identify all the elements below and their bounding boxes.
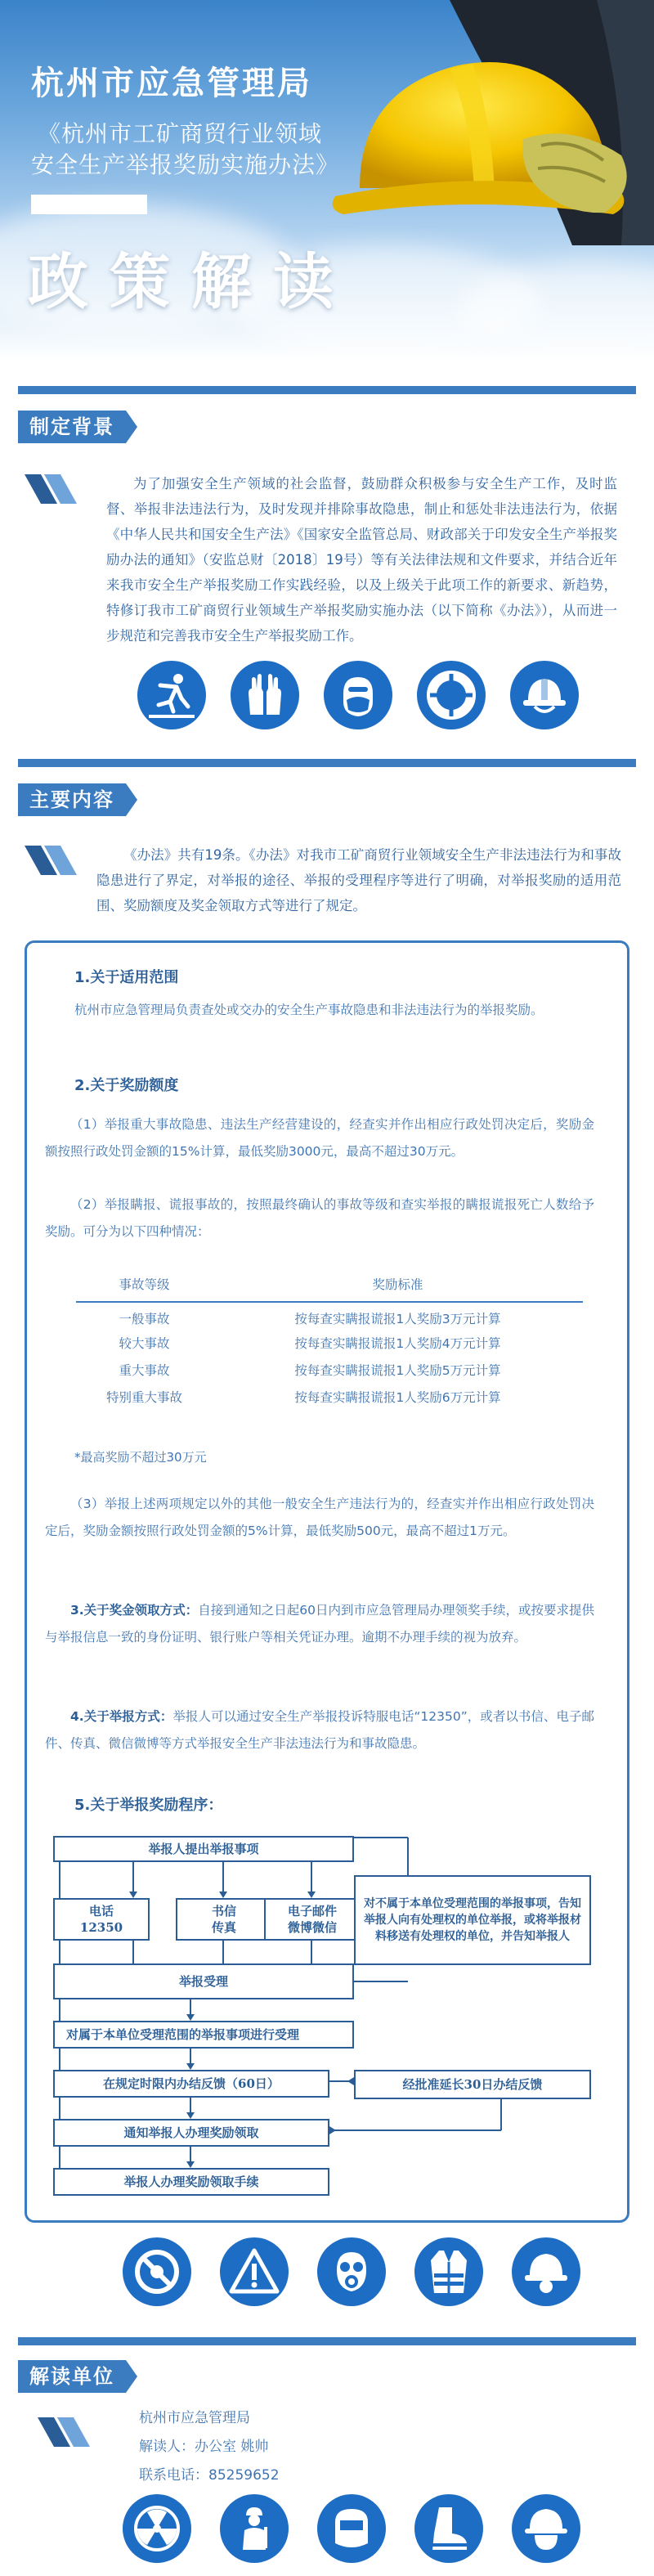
report-method-text: 举报人可以通过安全生产举报投诉特服电话“12350”，或者以书信、电子邮件、传真、微信微博等方式举报安全生产非法违法行为和事故隐患。	[45, 1709, 594, 1751]
gas-mask-icon	[317, 2237, 386, 2306]
flow-channel-email: 电子邮件 微博微信	[264, 1898, 361, 1941]
main-content-box	[25, 940, 629, 2223]
section-divider	[18, 2337, 636, 2345]
face-mask-icon	[324, 661, 392, 729]
flow-step-extend: 经批准延长30日办结反馈	[354, 2070, 591, 2099]
table-cell: 一般事故	[119, 1312, 170, 1326]
safety-boot-icon	[414, 2494, 483, 2563]
table-cell: 按每查实瞒报谎报1人奖励4万元计算	[294, 1335, 501, 1351]
max-reward-note: *最高奖励不超过30万元	[74, 1450, 207, 1465]
section-divider	[18, 386, 636, 394]
unit-interpreter: 解读人：办公室 姚帅	[139, 2439, 269, 2455]
report-method-heading: 4.关于举报方式：	[70, 1709, 173, 1724]
warning-icon	[220, 2237, 289, 2306]
flow-channel-phone: 电话 12350	[53, 1898, 150, 1941]
table-cell: 特别重大事故	[106, 1389, 183, 1405]
slip-hazard-icon	[137, 661, 206, 729]
scope-heading: 1.关于适用范围	[74, 969, 179, 986]
table-cell: 重大事故	[119, 1362, 170, 1378]
hard-hat-icon	[512, 2237, 580, 2306]
procedure-heading: 5.关于举报奖励程序：	[74, 1797, 223, 1814]
flow-side-note: 对不属于本单位受理范围的举报事项，告知举报人向有处理权的单位举报，或将举报材料移送有处理权的单位，并告知举报人	[354, 1875, 591, 1965]
section-title-main-content: 主要内容	[18, 783, 126, 816]
claim-method-text: 自接到通知之日起60日内到市应急管理局办理领奖手续，或按要求提供与举报信息一致的身份证明、银行账户等相关凭证办理。逾期不办理手续的视为放弃。	[45, 1603, 594, 1645]
organization-title: 杭州市应急管理局	[31, 64, 312, 102]
reward-rule-2: （2）举报瞒报、谎报事故的，按照最终确认的事故等级和查实举报的瞒报谎报死亡人数给予奖励。可分为以下四种情况：	[45, 1197, 594, 1239]
header-banner	[0, 0, 654, 360]
table-cell: 按每查实瞒报谎报1人奖励5万元计算	[294, 1362, 501, 1378]
worker-icon	[220, 2494, 289, 2563]
main-intro-paragraph: 《办法》共有19条。《办法》对我市工矿商贸行业领域安全生产非法违法行为和事故隐患进行了界定，对举报的途径、举报的受理程序等进行了明确，对举报奖励的适用范围、奖励额度及奖金领取方式等进行了规定。	[96, 847, 621, 913]
life-buoy-icon	[417, 661, 486, 729]
document-title-line-2: 安全生产举报奖励实施办法》	[31, 151, 340, 178]
section-title-interpreting-unit: 解读单位	[18, 2360, 126, 2393]
scope-text: 杭州市应急管理局负责查处或交办的安全生产事故隐患和非法违法行为的举报奖励。	[74, 1003, 544, 1017]
flow-channel-letter: 书信 传真	[176, 1898, 272, 1941]
section-divider	[18, 759, 636, 767]
unit-organization: 杭州市应急管理局	[139, 2410, 250, 2426]
flow-step-accept: 举报受理	[53, 1963, 354, 1999]
table-cell: 按每查实瞒报谎报1人奖励3万元计算	[294, 1312, 501, 1326]
column-header-standard: 奖励标准	[213, 1266, 583, 1302]
column-header-level: 事故等级	[76, 1266, 213, 1302]
helmet-worker-icon	[512, 2494, 580, 2563]
claim-method-heading: 3.关于奖金领取方式：	[70, 1603, 199, 1618]
flow-step-notify: 通知举报人办理奖励领取	[53, 2119, 329, 2147]
flow-step-submit-report: 举报人提出举报事项	[53, 1836, 354, 1862]
title-divider-bar	[31, 195, 147, 214]
no-entry-icon	[123, 2237, 191, 2306]
reward-rule-1: （1）举报重大事故隐患、违法生产经营建设的，经查实并作出相应行政处罚决定后，奖励金额按照行政处罚金额的15%计算，最低奖励3000元，最高不超过30万元。	[45, 1117, 594, 1159]
reward-amount-heading: 2.关于奖励额度	[74, 1077, 179, 1094]
section-title-background: 制定背景	[18, 411, 126, 443]
main-icon-row	[123, 2237, 580, 2306]
slash-decoration-icon	[25, 846, 78, 875]
unit-icon-row	[123, 2494, 580, 2563]
safety-vest-icon	[414, 2237, 483, 2306]
background-icon-row	[137, 661, 579, 729]
flow-step-feedback: 在规定时限内办结反馈（60日）	[53, 2070, 329, 2098]
reward-rule-3: （3）举报上述两项规定以外的其他一般安全生产违法行为的，经查实并作出相应行政处罚决定后，奖励金额按照行政处罚金额的5%计算，最低奖励500元，最高不超过1万元。	[45, 1497, 594, 1538]
policy-headline: 政策解读	[28, 247, 355, 317]
slash-decoration-icon	[38, 2417, 92, 2447]
slash-decoration-icon	[25, 474, 78, 504]
welding-mask-icon	[317, 2494, 386, 2563]
table-cell: 较大事故	[119, 1335, 170, 1351]
unit-phone: 联系电话：85259652	[139, 2467, 280, 2484]
protective-gloves-icon	[231, 661, 299, 729]
table-cell: 按每查实瞒报谎报1人奖励6万元计算	[294, 1389, 501, 1405]
safety-helmet-icon	[510, 661, 579, 729]
flow-step-investigate: 对属于本单位受理范围的举报事项进行受理	[53, 2021, 354, 2049]
helmet-photo	[327, 0, 654, 245]
flow-step-finish: 举报人办理奖励领取手续	[53, 2168, 329, 2196]
document-title-line-1: 《杭州市工矿商贸行业领域	[38, 120, 323, 147]
background-paragraph: 为了加强安全生产领域的社会监督，鼓励群众积极参与安全生产工作，及时监督、举报非法违法行为，及时发现并排除事故隐患，制止和惩处非法违法行为，依据《中华人民共和国安全生产法》《国家安全监管总局、财政部关于印发安全生产举报奖励办法的通知》（安监总财〔2018〕19号）等有关法律法规和文件要求，并结合近年来我市安全生产举报奖励工作实践经验，以及上级关于此项工作的新要求、新趋势，特修订我市工矿商贸行业领域生产举报奖励实施办法（以下简称《办法》），从而进一步规范和完善我市安全生产举报奖励工作。	[106, 476, 617, 644]
radiation-icon	[123, 2494, 191, 2563]
